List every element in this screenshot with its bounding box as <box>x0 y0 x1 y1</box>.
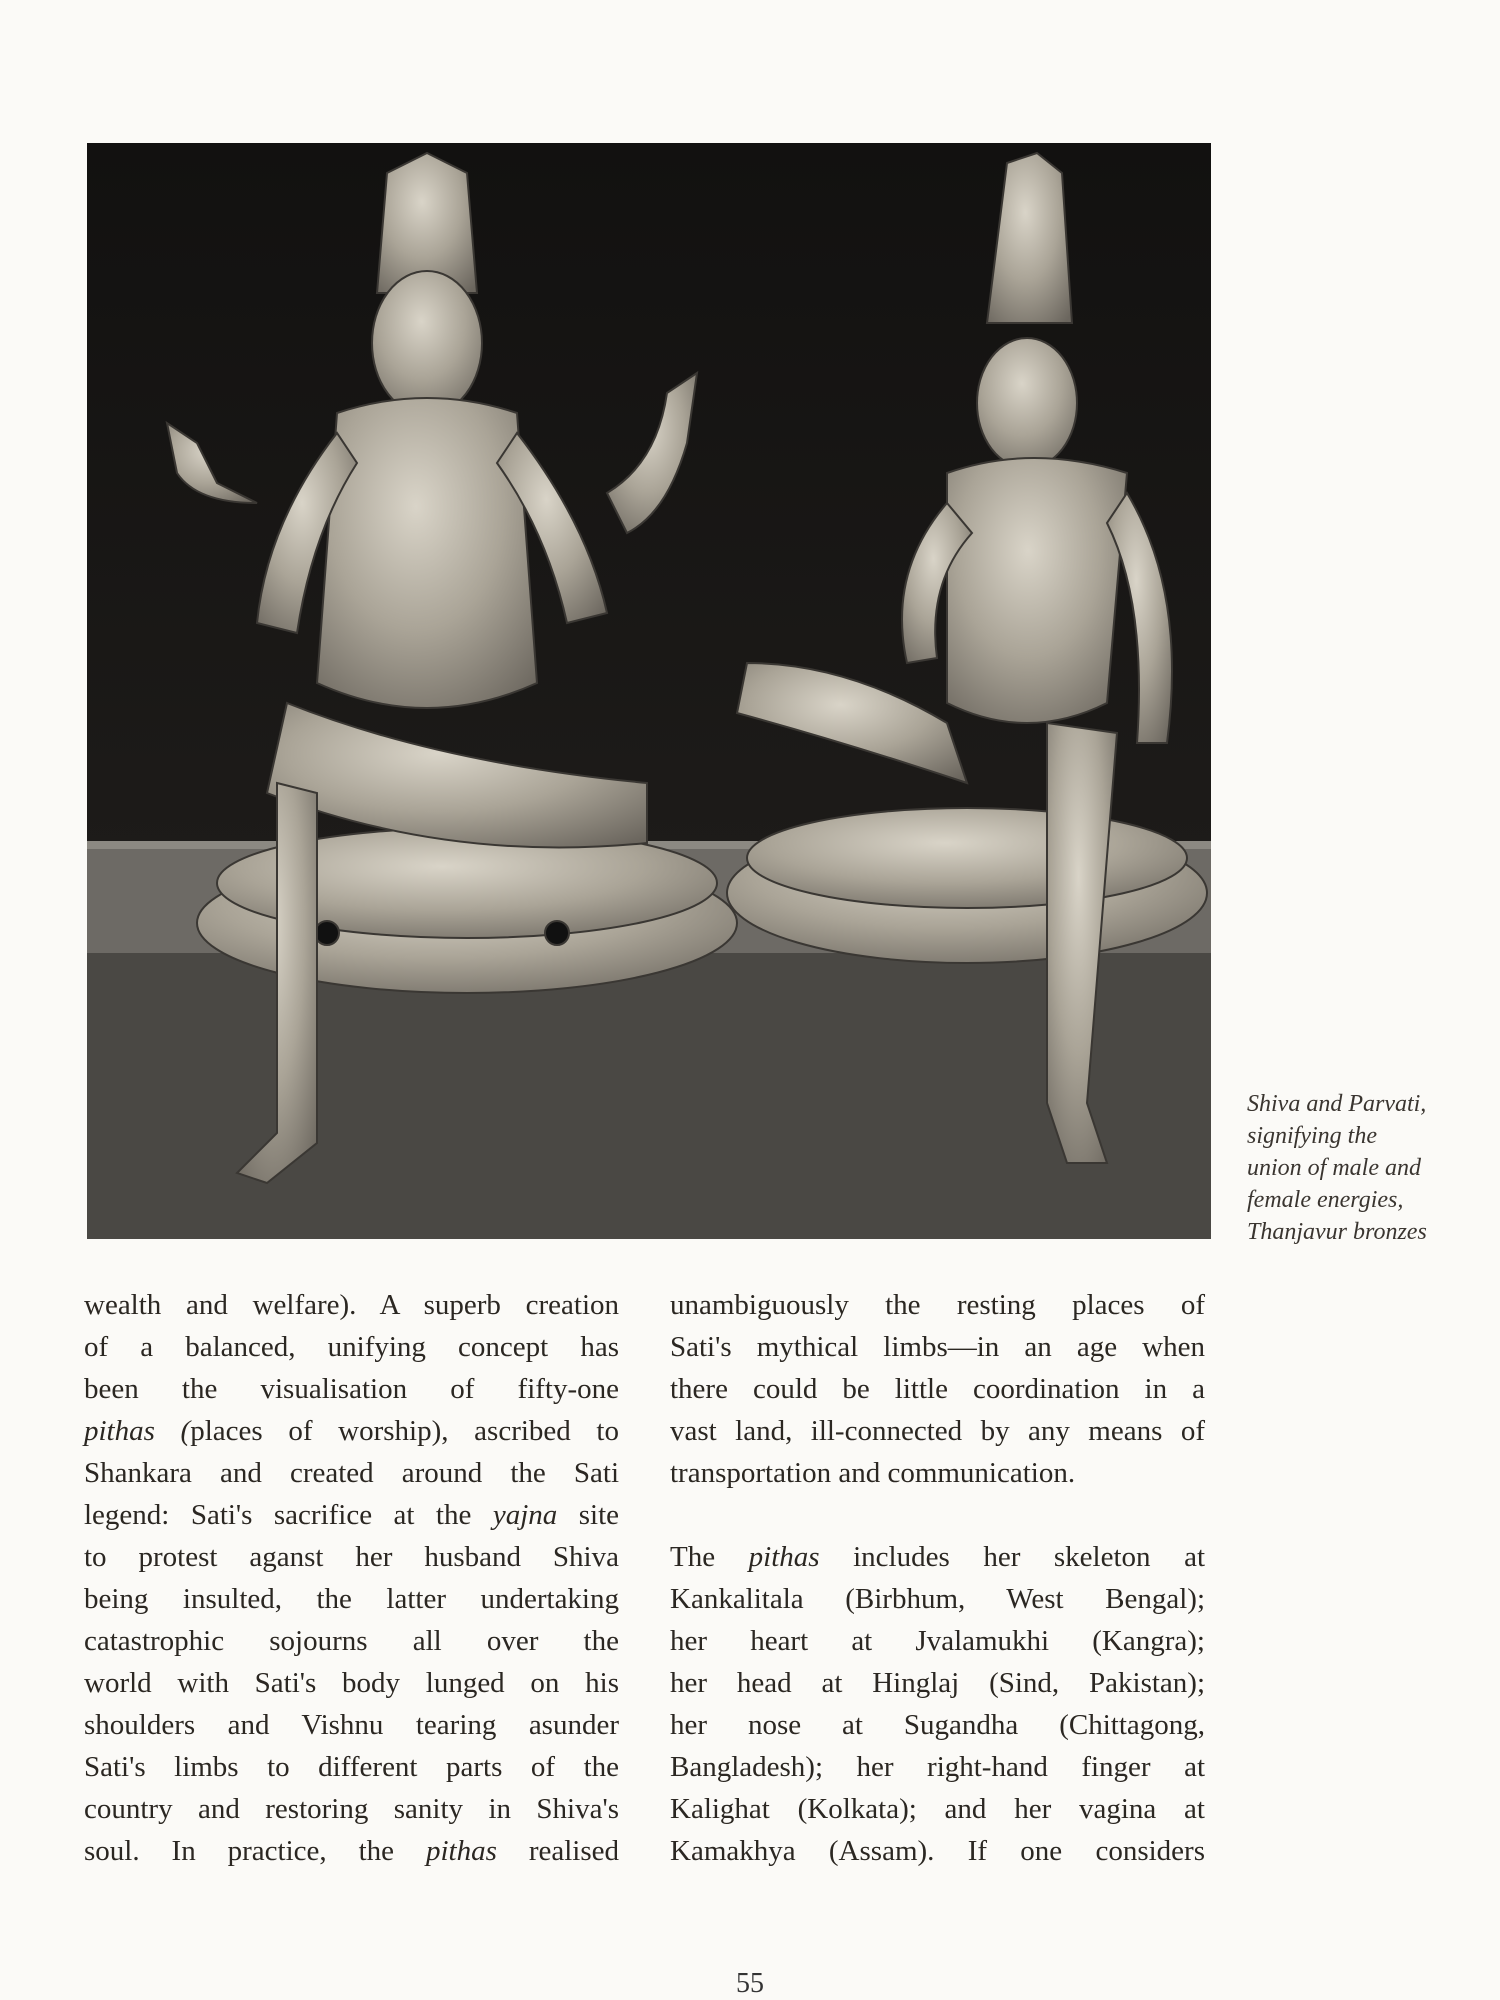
text-line: her heart at Jvalamukhi (Kangra); <box>670 1625 1205 1657</box>
italic-term: pithas <box>748 1541 820 1573</box>
bronze-photograph <box>87 143 1211 1239</box>
text-fragment: realised <box>528 1835 620 1867</box>
text-line: been the visualisation of fifty-one <box>84 1373 619 1405</box>
text-line: her head at Hinglaj (Sind, Pakistan); <box>670 1667 1205 1699</box>
text-line: wealth and welfare). A superb creation <box>84 1289 619 1321</box>
text-fragment: includes her skeleton at <box>853 1541 1206 1573</box>
caption-line: signifying the <box>1247 1123 1377 1149</box>
text-line: Shankara and created around the Sati <box>84 1457 619 1489</box>
body-text-right-column <box>670 1284 1205 1872</box>
text-line: country and restoring sanity in Shiva's <box>84 1793 619 1825</box>
text-line: unambiguously the resting places of <box>670 1289 1205 1321</box>
text-line: transportation and communication. <box>670 1457 1076 1489</box>
caption-line: union of male and <box>1247 1155 1421 1181</box>
text-line: there could be little coordination in a <box>670 1373 1205 1405</box>
text-line: Sati's mythical limbs—in an age when <box>670 1331 1205 1363</box>
text-line: being insulted, the latter undertaking <box>84 1583 619 1615</box>
text-line: Bangladesh); her right-hand finger at <box>670 1751 1205 1783</box>
text-line: her nose at Sugandha (Chittagong, <box>670 1709 1205 1741</box>
text-line: to protest aganst her husband Shiva <box>84 1541 619 1573</box>
text-line: Kamakhya (Assam). If one considers <box>670 1835 1205 1867</box>
caption-line: female energies, <box>1247 1187 1404 1213</box>
text-fragment: places of worship), ascribed to <box>190 1415 619 1447</box>
text-fragment: The <box>670 1541 716 1573</box>
italic-term: yajna <box>492 1499 558 1531</box>
text-fragment: site <box>578 1499 620 1531</box>
italic-term: pithas <box>425 1835 497 1867</box>
text-line: catastrophic sojourns all over the <box>84 1625 619 1657</box>
text-fragment: legend: Sati's sacrifice at the <box>84 1499 472 1531</box>
text-line: world with Sati's body lunged on his <box>84 1667 619 1699</box>
text-fragment: soul. In practice, the <box>84 1835 395 1867</box>
body-text-left-column <box>84 1284 619 1872</box>
bronze-photograph-illustration <box>87 143 1211 1239</box>
text-line: vast land, ill-connected by any means of <box>670 1415 1205 1447</box>
page-number: 55 <box>736 1968 764 1999</box>
text-line: of a balanced, unifying concept has <box>84 1331 619 1363</box>
text-line: Sati's limbs to different parts of the <box>84 1751 619 1783</box>
text-line <box>84 1410 619 1452</box>
text-line: Kankalitala (Birbhum, West Bengal); <box>670 1583 1205 1615</box>
paragraph-gap <box>670 1494 1205 1536</box>
text-line <box>84 1494 619 1536</box>
caption-line: Shiva and Parvati, <box>1247 1091 1427 1117</box>
text-line: shoulders and Vishnu tearing asunder <box>84 1709 619 1741</box>
text-line <box>84 1830 619 1872</box>
text-line <box>670 1536 1205 1578</box>
figure-caption <box>1247 1088 1487 1248</box>
text-line: Kalighat (Kolkata); and her vagina at <box>670 1793 1205 1825</box>
italic-term: pithas ( <box>84 1415 191 1447</box>
caption-line: Thanjavur bronzes <box>1247 1219 1427 1245</box>
